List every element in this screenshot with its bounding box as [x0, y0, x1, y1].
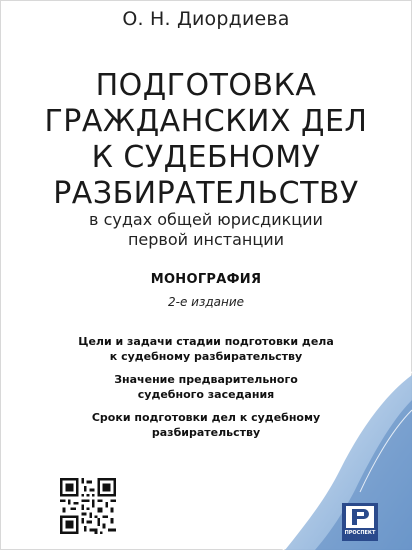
- publisher-logo: [342, 503, 378, 541]
- qr-code-icon: [60, 478, 116, 534]
- topic-line: Сроки подготовки дел к судебному: [91, 411, 321, 424]
- topic-line: судебного заседания: [137, 388, 275, 401]
- topic-item: [0, 372, 412, 402]
- book-subtitle: [0, 210, 412, 250]
- author-name: О. Н. Диордиева: [122, 8, 290, 30]
- publisher-name: ПРОСПЕКТ: [344, 530, 376, 536]
- edition-label: 2-е издание: [167, 295, 245, 309]
- topic-line: к судебному разбирательству: [109, 350, 303, 363]
- title-line: ГРАЖДАНСКИХ ДЕЛ: [44, 104, 368, 139]
- topic-item: [0, 334, 412, 364]
- topic-line: Цели и задачи стадии подготовки дела: [78, 335, 334, 348]
- topic-item: [0, 410, 412, 440]
- title-line: РАЗБИРАТЕЛЬСТВУ: [53, 176, 359, 211]
- genre-label: МОНОГРАФИЯ: [150, 272, 262, 287]
- book-title: [0, 68, 412, 212]
- topic-line: Значение предварительного: [114, 373, 298, 386]
- title-line: К СУДЕБНОМУ: [91, 140, 321, 175]
- title-line: ПОДГОТОВКА: [95, 68, 317, 103]
- subtitle-line: первой инстанции: [127, 230, 285, 249]
- topics-list: [0, 334, 412, 448]
- subtitle-line: в судах общей юрисдикции: [89, 210, 323, 229]
- topic-line: разбирательству: [151, 426, 261, 439]
